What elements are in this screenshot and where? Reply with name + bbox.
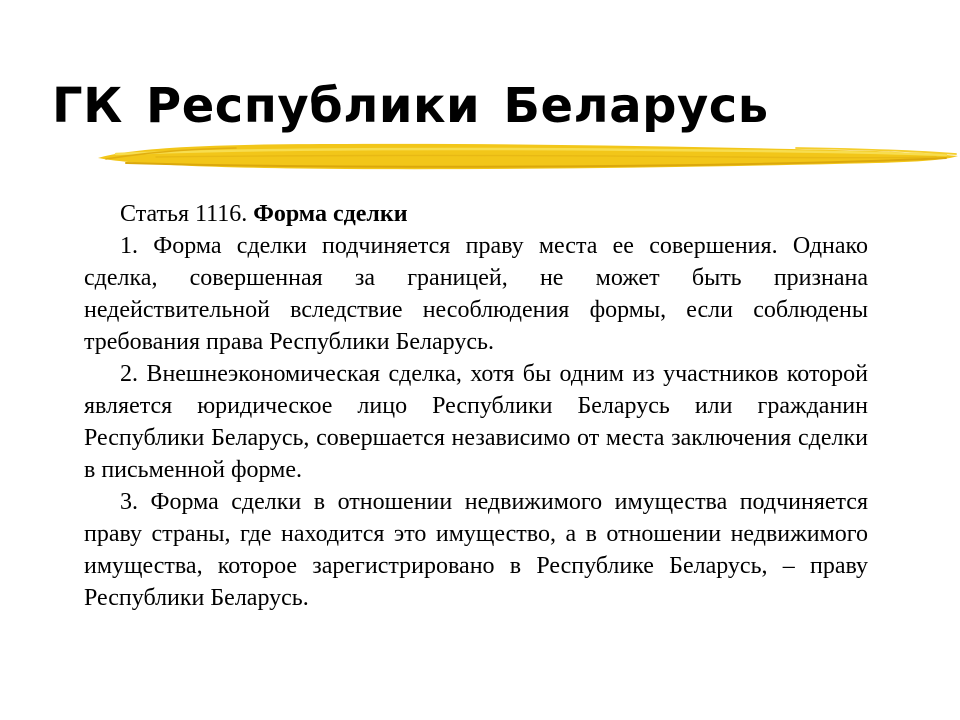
article-number: Статья 1116. [120, 201, 248, 227]
brush-stroke-decoration [96, 138, 960, 178]
slide-title: ГК Республики Беларусь [52, 78, 769, 134]
paragraph-3: 3. Форма сделки в отношении недвижимого имущества подчиняется праву страны, где находится это имущество, а в отношении недвижимого имущества, которое зарегистрировано в Республике Беларусь, – праву Республики Беларусь. [84, 489, 868, 611]
article-heading [84, 198, 868, 230]
article-name: Форма сделки [253, 201, 408, 227]
paragraph-1: 1. Форма сделки подчиняется праву места ее совершения. Однако сделка, совершенная за границей, не может быть признана недействительной вследствие несоблюдения формы, если соблюдены требования права Республики Беларусь. [84, 233, 868, 355]
paragraph-2: 2. Внешнеэкономическая сделка, хотя бы одним из участников которой является юридическое лицо Республики Беларусь или гражданин Республики Беларусь, совершается независимо от места заключения сделки в письменной форме. [84, 361, 868, 483]
article-text [84, 198, 868, 614]
